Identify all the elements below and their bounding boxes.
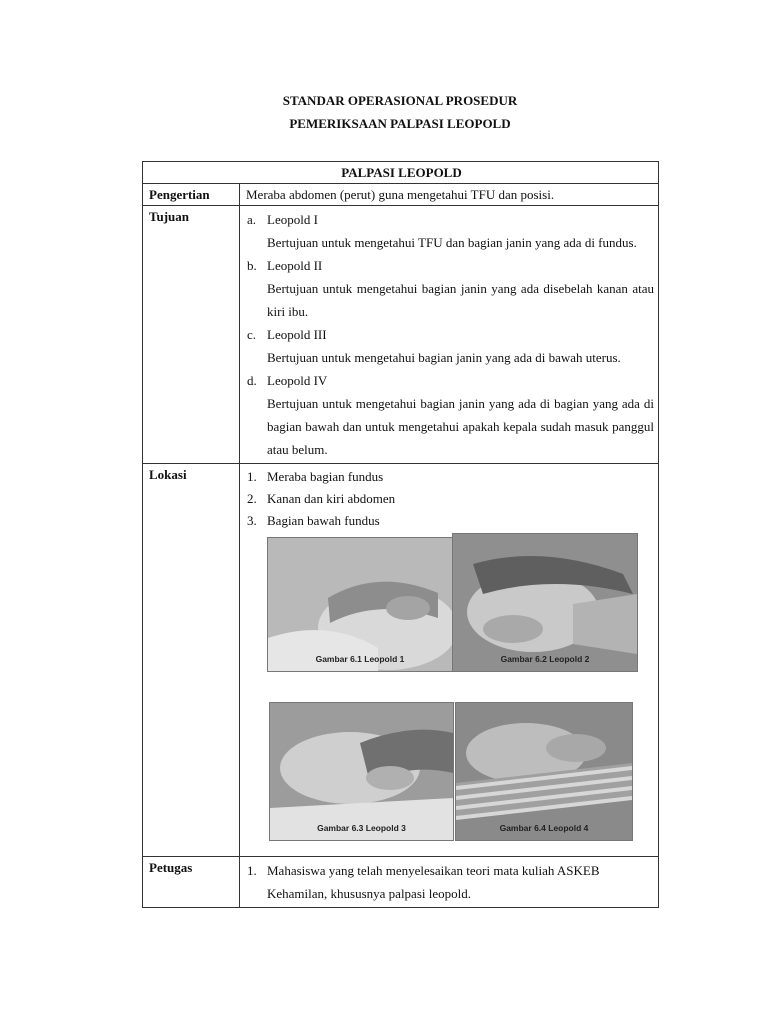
- tujuan-item: [246, 254, 654, 277]
- figure-caption: Gambar 6.2 Leopold 2: [500, 654, 590, 664]
- tujuan-desc: Bertujuan untuk mengetahui TFU dan bagian janin yang ada di fundus.: [267, 235, 637, 250]
- document-subtitle: PEMERIKSAAN PALPASI LEOPOLD: [289, 116, 511, 131]
- lokasi-item: [246, 488, 654, 510]
- tujuan-title: Leopold III: [267, 327, 327, 342]
- tujuan-item: [246, 323, 654, 346]
- pengertian-text: Meraba abdomen (perut) guna mengetahui TFU dan posisi.: [240, 184, 659, 206]
- tujuan-desc: Bertujuan untuk mengetahui bagian janin yang ada di bagian yang ada di bagian bawah dan untuk mengetahui apakah kepala sudah masuk panggul atau belum.: [267, 396, 654, 457]
- figure-leopold-3: [269, 702, 454, 841]
- figure-grid: [246, 536, 654, 854]
- tujuan-title: Leopold II: [267, 258, 323, 273]
- figure-caption: Gambar 6.1 Leopold 1: [315, 654, 405, 664]
- figure-leopold-4: [455, 702, 633, 841]
- list-marker: 2.: [247, 491, 257, 506]
- table-header-row: [143, 162, 659, 184]
- tujuan-item: [246, 208, 654, 231]
- list-marker: 1.: [247, 863, 257, 878]
- tujuan-item: [246, 369, 654, 392]
- list-marker: 3.: [247, 513, 257, 528]
- petugas-item: [246, 859, 654, 905]
- lokasi-item: [246, 466, 654, 488]
- lokasi-text: Meraba bagian fundus: [267, 469, 384, 484]
- tujuan-desc: Bertujuan untuk mengetahui bagian janin yang ada di bawah uterus.: [267, 350, 621, 365]
- list-marker: a.: [247, 212, 257, 227]
- row-petugas: [143, 857, 659, 908]
- petugas-text: Mahasiswa yang telah menyelesaikan teori mata kuliah ASKEB Kehamilan, khususnya palpasi leopold.: [267, 863, 600, 901]
- row-lokasi: [143, 464, 659, 857]
- label-tujuan: Tujuan: [143, 206, 240, 464]
- sop-table: [142, 161, 659, 908]
- figure-leopold-2: [452, 533, 638, 672]
- list-marker: d.: [247, 373, 257, 388]
- figure-caption: Gambar 6.3 Leopold 3: [317, 823, 406, 833]
- list-marker: b.: [247, 258, 257, 273]
- lokasi-item: [246, 510, 654, 532]
- label-petugas: Petugas: [143, 857, 240, 908]
- figure-leopold-1: [267, 537, 453, 672]
- lokasi-content: [240, 464, 659, 857]
- tujuan-desc: Bertujuan untuk mengetahui bagian janin yang ada disebelah kanan atau kiri ibu.: [267, 281, 654, 319]
- row-pengertian: [143, 184, 659, 206]
- tujuan-title: Leopold IV: [267, 373, 328, 388]
- petugas-list: [240, 857, 659, 908]
- label-pengertian: Pengertian: [143, 184, 240, 206]
- row-tujuan: [143, 206, 659, 464]
- label-lokasi: Lokasi: [143, 464, 240, 857]
- list-marker: c.: [247, 327, 257, 342]
- figure-caption: Gambar 6.4 Leopold 4: [499, 823, 589, 833]
- tujuan-title: Leopold I: [267, 212, 318, 227]
- table-header: PALPASI LEOPOLD: [143, 162, 659, 184]
- list-marker: 1.: [247, 469, 257, 484]
- tujuan-list: [240, 206, 659, 464]
- lokasi-text: Bagian bawah fundus: [267, 513, 380, 528]
- lokasi-text: Kanan dan kiri abdomen: [267, 491, 396, 506]
- document-title: STANDAR OPERASIONAL PROSEDUR: [282, 93, 518, 108]
